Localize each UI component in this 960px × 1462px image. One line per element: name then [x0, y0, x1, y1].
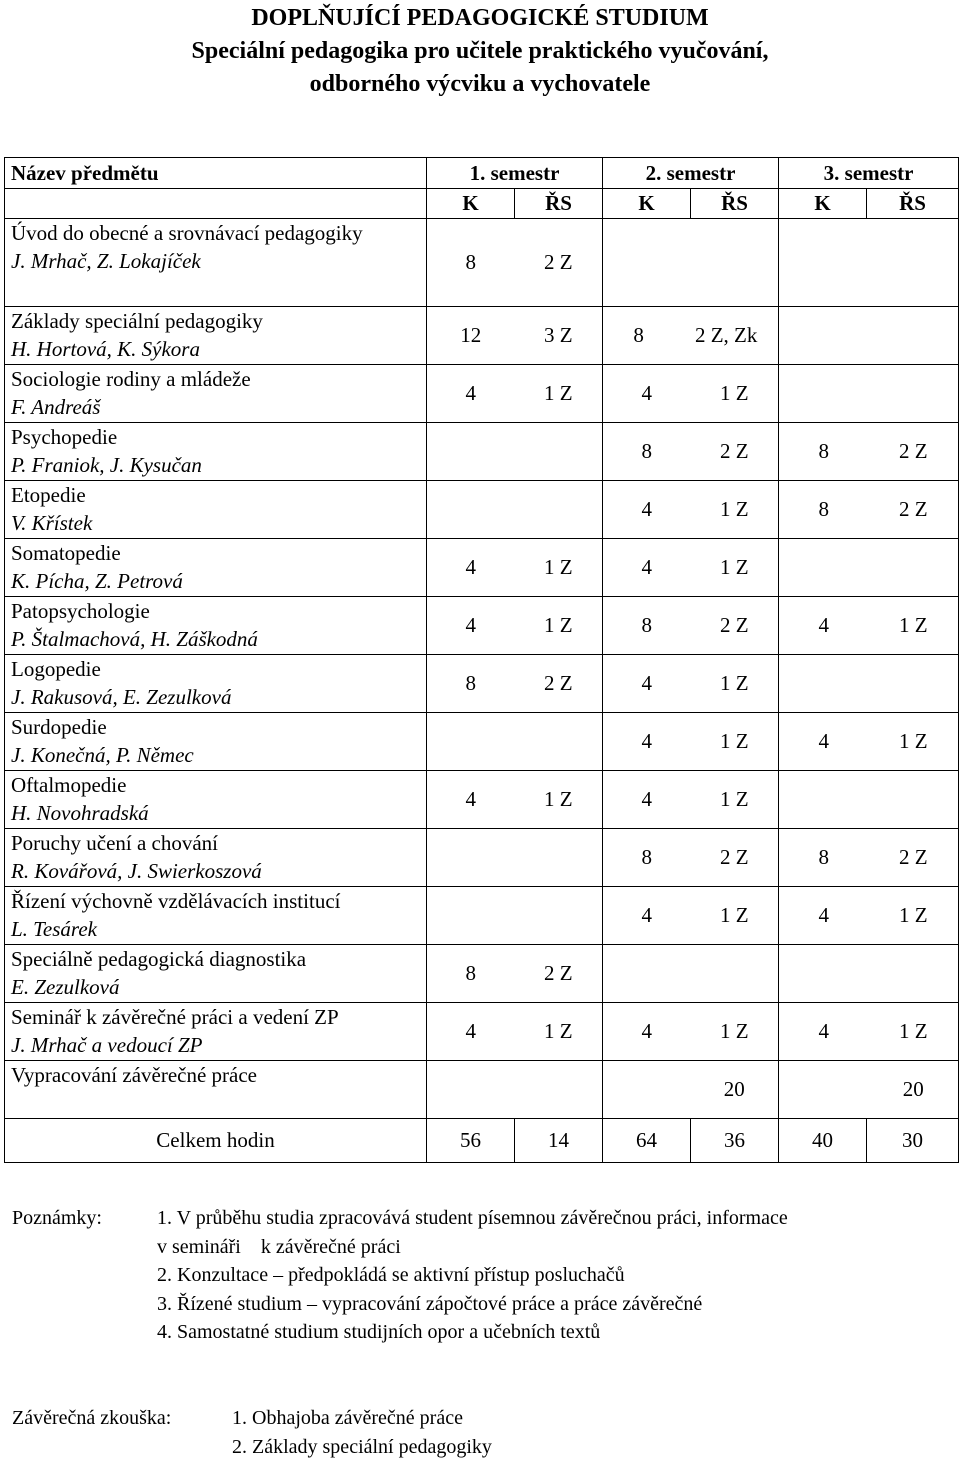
table-row	[5, 365, 959, 423]
total-value: 64	[603, 1119, 691, 1163]
semester-cell	[779, 829, 959, 887]
rs-value: 2 Z	[898, 497, 928, 521]
semester-cell	[779, 365, 959, 423]
k-value: 4	[641, 671, 653, 695]
table-row	[5, 945, 959, 1003]
final-exam-list	[232, 1404, 932, 1461]
rs-value: 1 Z	[543, 555, 573, 579]
table-row	[5, 655, 959, 713]
rs-value: 1 Z	[719, 381, 749, 405]
header-sem2: 2. semestr	[603, 158, 779, 189]
rs-value: 2 Z	[719, 613, 749, 637]
k-value: 4	[465, 1019, 476, 1043]
semester-cell	[603, 423, 779, 481]
header-sem3: 3. semestr	[779, 158, 959, 189]
subject-teacher: R. Kovářová, J. Swierkoszová	[11, 859, 262, 883]
k-value: 4	[641, 729, 653, 753]
rs-value: 1 Z	[898, 613, 928, 637]
subject-name: Logopedie	[11, 657, 101, 681]
semester-cell	[779, 945, 959, 1003]
semester-cell	[427, 887, 603, 945]
rs-value: 3 Z	[543, 323, 573, 347]
subject-teacher: J. Mrhač a vedoucí ZP	[11, 1033, 203, 1057]
subject-cell	[5, 713, 427, 771]
semester-cell	[603, 1003, 779, 1061]
subject-cell	[5, 655, 427, 713]
subject-cell	[5, 539, 427, 597]
rs-value: 2 Z	[898, 439, 928, 463]
semester-cell	[779, 771, 959, 829]
total-value: 14	[515, 1119, 603, 1163]
table-row	[5, 887, 959, 945]
subject-cell	[5, 597, 427, 655]
k-value: 8	[465, 671, 476, 695]
final-exam-label: Závěrečná zkouška:	[12, 1407, 172, 1429]
semester-cell	[603, 1061, 779, 1119]
semester-cell	[603, 539, 779, 597]
k-value: 8	[818, 439, 830, 463]
document-title	[0, 2, 960, 101]
semester-cell	[427, 713, 603, 771]
rs-value: 1 Z	[898, 729, 928, 753]
subheader-rs: ŘS	[691, 189, 779, 219]
semester-cell	[603, 713, 779, 771]
subject-name: Základy speciální pedagogiky	[11, 309, 263, 333]
subject-name: Vypracování závěrečné práce	[11, 1063, 258, 1087]
semester-cell	[427, 481, 603, 539]
semester-cell	[427, 219, 603, 307]
semester-cell	[779, 307, 959, 365]
k-value: 8	[465, 250, 476, 274]
k-value: 4	[641, 903, 653, 927]
total-value: 36	[691, 1119, 779, 1163]
subject-name: Speciálně pedagogická diagnostika	[11, 947, 307, 971]
title-line-2: Speciální pedagogika pro učitele praktického vyučování,	[191, 38, 769, 64]
semester-cell	[427, 1003, 603, 1061]
subject-cell	[5, 829, 427, 887]
notes-label: Poznámky:	[12, 1207, 102, 1229]
subheader-k: K	[427, 189, 515, 219]
semester-cell	[427, 539, 603, 597]
subject-teacher: J. Rakusová, E. Zezulková	[11, 685, 232, 709]
subject-name: Seminář k závěrečné práci a vedení ZP	[11, 1005, 339, 1029]
rs-value: 2 Z	[543, 250, 573, 274]
table-row	[5, 597, 959, 655]
k-value: 4	[465, 613, 476, 637]
curriculum-table	[4, 157, 959, 1163]
subject-cell	[5, 1061, 427, 1119]
semester-cell	[779, 1003, 959, 1061]
subject-name: Etopedie	[11, 483, 86, 507]
curriculum-table-body	[5, 158, 959, 1163]
table-row	[5, 1003, 959, 1061]
semester-cell	[427, 423, 603, 481]
rs-value: 1 Z	[898, 1019, 928, 1043]
subject-teacher: J. Konečná, P. Němec	[11, 743, 194, 767]
subheader-k: K	[603, 189, 691, 219]
rs-value: 2 Z, Zk	[694, 323, 758, 347]
title-line-3: odborného výcviku a vychovatele	[309, 71, 651, 97]
semester-cell	[603, 307, 779, 365]
semester-cell	[779, 1061, 959, 1119]
subheader-k: K	[779, 189, 867, 219]
subject-cell	[5, 481, 427, 539]
subject-name: Somatopedie	[11, 541, 121, 565]
k-value: 4	[641, 381, 653, 405]
subject-teacher: J. Mrhač, Z. Lokajíček	[11, 249, 201, 273]
rs-value: 1 Z	[719, 729, 749, 753]
semester-cell	[427, 829, 603, 887]
rs-value: 1 Z	[543, 613, 573, 637]
rs-value: 1 Z	[719, 671, 749, 695]
k-value: 4	[641, 497, 653, 521]
semester-cell	[779, 481, 959, 539]
title-line-1: DOPLŇUJÍCÍ PEDAGOGICKÉ STUDIUM	[251, 5, 709, 31]
total-label: Celkem hodin	[5, 1119, 427, 1163]
subject-cell	[5, 423, 427, 481]
k-value: 8	[465, 961, 476, 985]
rs-value: 20	[723, 1077, 745, 1101]
k-value: 8	[641, 439, 653, 463]
subject-cell	[5, 771, 427, 829]
table-row	[5, 771, 959, 829]
k-value: 8	[641, 613, 653, 637]
semester-cell	[603, 887, 779, 945]
total-value: 40	[779, 1119, 867, 1163]
rs-value: 2 Z	[543, 671, 573, 695]
rs-value: 1 Z	[719, 1019, 749, 1043]
subject-cell	[5, 307, 427, 365]
note-item: 2. Konzultace – předpokládá se aktivní přístup posluchačů	[157, 1264, 625, 1286]
table-row	[5, 539, 959, 597]
rs-value: 1 Z	[543, 381, 573, 405]
note-item: 3. Řízené studium – vypracování zápočtové práce a práce závěrečné	[157, 1292, 703, 1315]
subheader-row	[5, 189, 959, 219]
subject-name: Řízení výchovně vzdělávacích institucí	[11, 889, 341, 913]
subject-teacher: E. Zezulková	[11, 975, 120, 999]
subheader-rs: ŘS	[867, 189, 959, 219]
semester-cell	[427, 945, 603, 1003]
subject-name: Oftalmopedie	[11, 773, 127, 797]
k-value: 4	[818, 613, 830, 637]
table-row	[5, 219, 959, 307]
note-item: v semináři k závěrečné práci	[157, 1235, 401, 1258]
subject-cell	[5, 887, 427, 945]
subject-name: Psychopedie	[11, 425, 118, 449]
semester-cell	[779, 597, 959, 655]
semester-cell	[603, 219, 779, 307]
k-value: 4	[465, 555, 476, 579]
semester-cell	[603, 365, 779, 423]
header-sem1: 1. semestr	[427, 158, 603, 189]
semester-cell	[603, 829, 779, 887]
rs-value: 2 Z	[543, 961, 573, 985]
semester-cell	[427, 655, 603, 713]
k-value: 4	[641, 555, 653, 579]
header-subject: Název předmětu	[5, 158, 427, 189]
total-value: 30	[867, 1119, 959, 1163]
subject-name: Patopsychologie	[11, 599, 150, 623]
subject-cell	[5, 1003, 427, 1061]
final-exam-item: 2. Základy speciální pedagogiky	[232, 1435, 492, 1458]
subject-name: Surdopedie	[11, 715, 107, 739]
semester-cell	[779, 423, 959, 481]
table-row	[5, 1061, 959, 1119]
notes-list	[157, 1204, 957, 1347]
rs-value: 1 Z	[719, 497, 749, 521]
subject-teacher: V. Křístek	[11, 511, 93, 535]
table-row	[5, 713, 959, 771]
semester-cell	[779, 655, 959, 713]
subject-name: Úvod do obecné a srovnávací pedagogiky	[11, 221, 363, 245]
k-value: 4	[818, 903, 830, 927]
k-value: 4	[818, 729, 830, 753]
total-row	[5, 1119, 959, 1163]
rs-value: 2 Z	[719, 439, 749, 463]
subject-teacher: H. Hortová, K. Sýkora	[11, 337, 200, 361]
semester-cell	[603, 945, 779, 1003]
rs-value: 20	[902, 1077, 924, 1101]
subject-teacher: L. Tesárek	[11, 917, 97, 941]
subheader-empty	[5, 189, 427, 219]
k-value: 4	[465, 381, 476, 405]
total-value: 56	[427, 1119, 515, 1163]
semester-cell	[427, 307, 603, 365]
k-value: 4	[818, 1019, 830, 1043]
subject-name: Poruchy učení a chování	[11, 831, 219, 855]
subject-cell	[5, 365, 427, 423]
semester-cell	[603, 597, 779, 655]
rs-value: 2 Z	[898, 845, 928, 869]
subject-cell	[5, 219, 427, 307]
semester-cell	[779, 887, 959, 945]
k-value: 12	[460, 323, 482, 347]
rs-value: 1 Z	[719, 787, 749, 811]
k-value: 4	[465, 787, 476, 811]
semester-cell	[779, 219, 959, 307]
k-value: 8	[633, 323, 644, 347]
semester-cell	[427, 365, 603, 423]
subject-cell	[5, 945, 427, 1003]
subject-name: Sociologie rodiny a mládeže	[11, 367, 251, 391]
rs-value: 2 Z	[719, 845, 749, 869]
subject-teacher: K. Pícha, Z. Petrová	[11, 569, 183, 593]
header-row	[5, 158, 959, 189]
final-exam-item: 1. Obhajoba závěrečné práce	[232, 1407, 463, 1429]
rs-value: 1 Z	[543, 1019, 573, 1043]
rs-value: 1 Z	[719, 555, 749, 579]
subject-teacher: P. Franiok, J. Kysučan	[11, 453, 202, 477]
semester-cell	[779, 713, 959, 771]
note-item: 1. V průběhu studia zpracovává student písemnou závěrečnou práci, informace	[157, 1207, 788, 1229]
subheader-rs: ŘS	[515, 189, 603, 219]
rs-value: 1 Z	[543, 787, 573, 811]
semester-cell	[779, 539, 959, 597]
semester-cell	[603, 655, 779, 713]
table-row	[5, 481, 959, 539]
semester-cell	[427, 597, 603, 655]
semester-cell	[427, 771, 603, 829]
semester-cell	[603, 771, 779, 829]
k-value: 4	[641, 1019, 653, 1043]
rs-value: 1 Z	[898, 903, 928, 927]
subject-teacher: H. Novohradská	[11, 801, 149, 825]
semester-cell	[603, 481, 779, 539]
note-item: 4. Samostatné studium studijních opor a učebních textů	[157, 1321, 601, 1343]
k-value: 4	[641, 787, 653, 811]
rs-value: 1 Z	[719, 903, 749, 927]
semester-cell	[427, 1061, 603, 1119]
subject-teacher: P. Štalmachová, H. Záškodná	[11, 627, 258, 651]
subject-teacher: F. Andreáš	[11, 395, 101, 419]
k-value: 8	[641, 845, 653, 869]
table-row	[5, 423, 959, 481]
table-row	[5, 307, 959, 365]
table-row	[5, 829, 959, 887]
k-value: 8	[818, 845, 830, 869]
k-value: 8	[818, 497, 830, 521]
